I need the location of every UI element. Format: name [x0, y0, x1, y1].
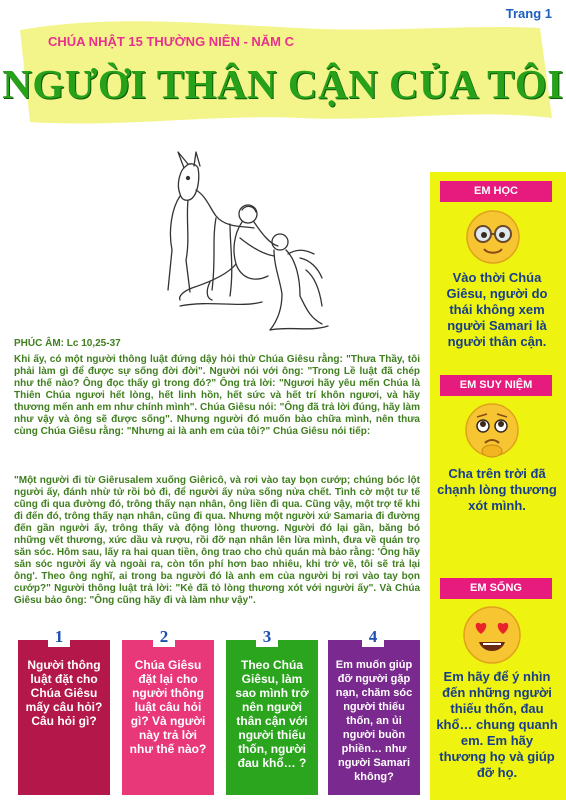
question-number: 3 — [256, 627, 278, 647]
question-box-3 — [226, 640, 318, 795]
question-text: Chúa Giêsu đặt lại cho người thông luật câu hỏi gì? Và người này trả lời như thế nào? — [129, 658, 207, 756]
question-box-2 — [122, 640, 214, 795]
question-box-4 — [328, 640, 420, 795]
em-hoc-text: Vào thời Chúa Giêsu, người do thái không xem người Samari là người thân cận. — [446, 270, 548, 349]
heart-eyes-emoji-icon — [461, 604, 523, 666]
liturgical-date: CHÚA NHẬT 15 THƯỜNG NIÊN - NĂM C — [48, 34, 295, 49]
glasses-smile-emoji-icon — [464, 208, 522, 266]
gospel-paragraph-2: "Một người đi từ Giêrusalem xuống Giêricô, và rơi vào tay bọn cướp; chúng bóc lột người ấy, đánh nhừ tử rồi bỏ đi, để người ấy nửa sống nửa chết. Tình cờ một tư tế cũng đi qua đường đó, trông thấy nạn nhân, ông liền đi qua. Cũng vậy, một trợ tế khi đi đến đó, trông thấy nạn nhân, cũng đi qua. Nhưng một người xứ Samaria đi đường đến gần người ấy, trông thấy và động lòng thương. Người đó lại gần, băng bó những vết thương, xức dầu và rượu, rồi đỡ nạn nhân lên lừa mình, đưa về quán trọ săn sóc. Hôm sau, lấy ra hai quan tiền, ông trao cho chủ quán mà bảo rằng: 'Ông hãy săn sóc người ấy và ngoài ra, còn tốn phí hơn bao nhiêu, khi trở về, tôi sẽ trả lại ông'. Theo ông nghĩ, ai trong ba người đó là anh em của người bị rơi vào tay bọn cướp?" Người thông luật trả lời: "Kẻ đã tỏ lòng thương xót với người ấy". Và Chúa Giêsu bảo ông: "Ông cũng hãy đi và làm như vậy". — [14, 475, 420, 606]
pleading-emoji-icon — [463, 401, 521, 459]
question-number: 2 — [153, 627, 175, 647]
em-suy-niem-text: Cha trên trời đã chạnh lòng thương xót mình. — [437, 466, 557, 513]
em-hoc-heading: EM HỌC — [440, 181, 552, 202]
em-suy-niem-heading: EM SUY NIỆM — [440, 375, 552, 396]
question-box-1 — [18, 640, 110, 795]
question-text: Em muốn giúp đỡ người gặp nạn, chăm sóc người thiếu thốn, an ủi người buồn phiền… như người Samari không? — [335, 659, 413, 783]
question-text: Theo Chúa Giêsu, làm sao mình trở nên người thân cận với người thiếu thốn, người đau khổ… ? — [235, 658, 309, 770]
em-song-heading: EM SỐNG — [440, 578, 552, 599]
page-number: Trang 1 — [505, 6, 552, 21]
question-number: 4 — [362, 627, 384, 647]
gospel-reference: PHÚC ÂM: Lc 10,25-37 — [14, 338, 121, 349]
em-song-text: Em hãy để ý nhìn đến những người thiếu thốn, đau khổ… chung quanh em. Em hãy thương họ và giúp đỡ họ. — [436, 669, 558, 780]
gospel-paragraph-1: Khi ấy, có một người thông luật đứng dậy hỏi thử Chúa Giêsu rằng: "Thưa Thầy, tôi phải làm gì để được sự sống đời đời". Người nói với ông: "Trong Lề luật đã chép như thế nào? Ông đọc thấy gì trong đó?" Ông trả lời: "Ngươi hãy yêu mến Chúa là Thiên Chúa ngươi hết lòng, hết linh hồn, hết sức và hết trí khôn ngươi, và hãy thương mến anh em như chính mình". Chúa Giêsu nói: "Ông đã trả lời đúng, hãy làm như vậy và ông sẽ được sống". Nhưng người đó muốn bào chữa mình, nên thưa cùng Chúa Giêsu rằng: "Nhưng ai là anh em của tôi?" Chúa Giêsu nói tiếp: — [14, 354, 420, 437]
good-samaritan-illustration — [150, 150, 330, 335]
question-text: Người thông luật đặt cho Chúa Giêsu mấy câu hỏi? Câu hỏi gì? — [25, 658, 103, 728]
page-title: NGƯỜI THÂN CẬN CỦA TÔI — [2, 61, 564, 107]
question-number: 1 — [48, 627, 70, 647]
